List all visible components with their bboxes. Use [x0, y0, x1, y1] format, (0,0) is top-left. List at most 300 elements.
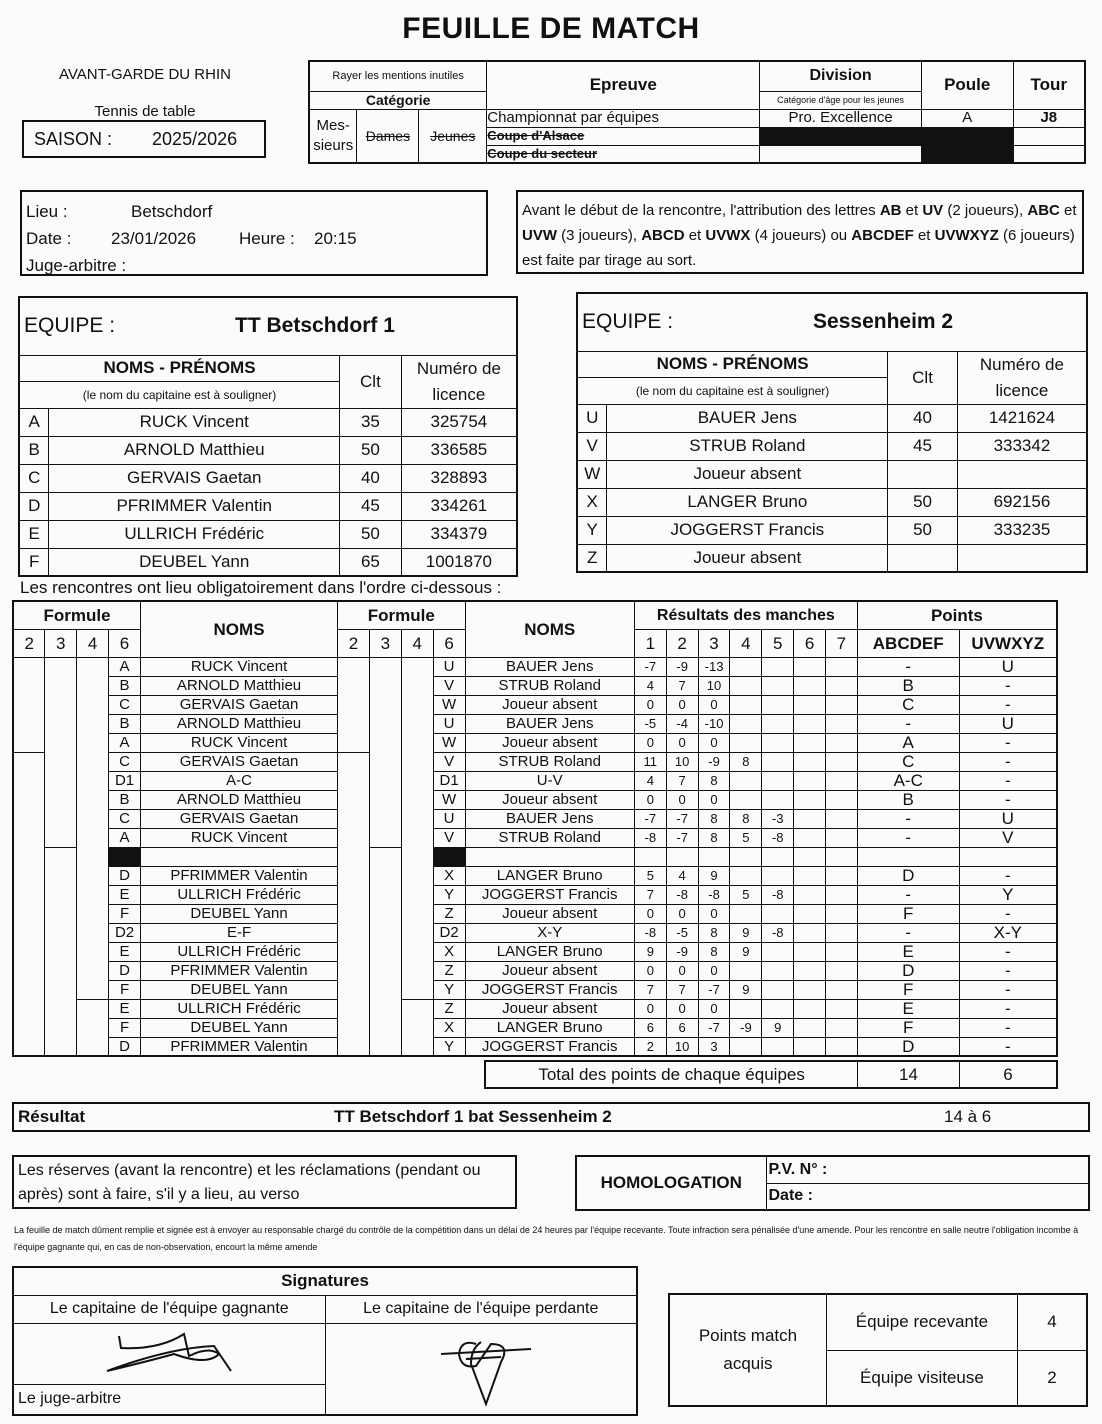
away-point: - — [959, 676, 1057, 695]
set-score — [794, 733, 826, 752]
match-row — [13, 1018, 1057, 1037]
away-player-name: JOGGERST Francis — [465, 885, 634, 904]
categorie-messieurs[interactable]: Mes-sieurs — [309, 109, 357, 163]
match-row — [13, 885, 1057, 904]
info-text: (4 joueurs) ou — [750, 227, 852, 244]
info-text: Avant le début de la rencontre, l'attribution des lettres — [522, 202, 880, 219]
home-player-name: ARNOLD Matthieu — [141, 714, 338, 733]
player-row — [19, 464, 517, 492]
set-score — [826, 866, 858, 885]
set-score: 0 — [666, 904, 698, 923]
home-letter: D2 — [109, 923, 141, 942]
poule-header: Poule — [921, 61, 1013, 109]
away-player-name — [465, 847, 634, 866]
home-player-name: GERVAIS Gaetan — [141, 809, 338, 828]
set-score: 10 — [698, 676, 730, 695]
away-player-name: STRUB Roland — [465, 752, 634, 771]
set-score: -7 — [634, 809, 666, 828]
player-licence: 325754 — [401, 408, 517, 436]
away-point: U — [959, 809, 1057, 828]
player-clt: 50 — [888, 488, 958, 516]
result-label: Résultat — [18, 1107, 86, 1126]
home-player-name: A-C — [141, 771, 338, 790]
player-name: JOGGERST Francis — [607, 516, 888, 544]
home-point: F — [857, 1018, 959, 1037]
home-player-name: RUCK Vincent — [141, 828, 338, 847]
set-score — [730, 999, 762, 1018]
categorie-jeunes[interactable]: Jeunes — [419, 109, 487, 163]
signatures-table — [12, 1266, 638, 1416]
set-score: 8 — [730, 809, 762, 828]
set-score: -9 — [666, 657, 698, 676]
match-row — [13, 999, 1057, 1018]
set-score — [794, 790, 826, 809]
manche-col-1: 1 — [634, 629, 666, 657]
pv-number-field[interactable]: P.V. N° : — [766, 1156, 1089, 1183]
away-point: X-Y — [959, 923, 1057, 942]
away-player-name: LANGER Bruno — [465, 1018, 634, 1037]
away-player-name: LANGER Bruno — [465, 866, 634, 885]
away-letter: Y — [433, 1037, 465, 1056]
home-player-name: GERVAIS Gaetan — [141, 695, 338, 714]
set-score — [762, 714, 794, 733]
away-player-name: BAUER Jens — [465, 714, 634, 733]
set-score: -9 — [698, 752, 730, 771]
home-point: - — [857, 809, 959, 828]
home-point: D — [857, 1037, 959, 1056]
page-title: FEUILLE DE MATCH — [402, 12, 700, 45]
away-point: U — [959, 714, 1057, 733]
info-text: (6 joueurs) est faite par tirage au sort. — [522, 227, 1075, 269]
home-letter: C — [109, 809, 141, 828]
set-score — [794, 752, 826, 771]
resultats-header: Résultats des manches — [634, 601, 857, 629]
set-score — [826, 999, 858, 1018]
away-point — [959, 847, 1057, 866]
set-score — [826, 790, 858, 809]
player-letter: E — [19, 520, 49, 548]
set-score — [730, 790, 762, 809]
match-row — [13, 866, 1057, 885]
set-score: -8 — [762, 828, 794, 847]
blacked-cell — [921, 127, 1013, 163]
player-name: STRUB Roland — [607, 432, 888, 460]
set-score — [826, 1037, 858, 1056]
player-clt: 50 — [888, 516, 958, 544]
set-score — [634, 847, 666, 866]
match-row — [13, 752, 1057, 771]
result-score: 14 à 6 — [944, 1107, 992, 1126]
home-player-name: GERVAIS Gaetan — [141, 752, 338, 771]
player-row — [577, 488, 1087, 516]
set-score: -8 — [634, 828, 666, 847]
player-letter: A — [19, 408, 49, 436]
away-letter: Z — [433, 904, 465, 923]
tour-value: J8 — [1013, 109, 1085, 127]
away-player-name: JOGGERST Francis — [465, 980, 634, 999]
player-licence: 1001870 — [401, 548, 517, 576]
home-player-name: DEUBEL Yann — [141, 1018, 338, 1037]
home-point: D — [857, 866, 959, 885]
home-letter: F — [109, 980, 141, 999]
epreuve-header: Epreuve — [487, 61, 760, 109]
club-name: AVANT-GARDE DU RHIN — [59, 66, 231, 83]
set-score: 10 — [666, 752, 698, 771]
set-score: -8 — [698, 885, 730, 904]
saison-box — [22, 120, 266, 158]
player-licence — [957, 544, 1087, 572]
player-row — [577, 544, 1087, 572]
heure-value: 20:15 — [314, 229, 357, 248]
points-match-table — [668, 1293, 1088, 1407]
winner-signature-field[interactable] — [13, 1323, 325, 1384]
set-score — [762, 847, 794, 866]
home-letter: D — [109, 1037, 141, 1056]
epreuve-coupe-secteur[interactable]: Coupe du secteur — [487, 145, 760, 163]
away-player-name: BAUER Jens — [465, 809, 634, 828]
home-letter: C — [109, 695, 141, 714]
home-point: - — [857, 714, 959, 733]
sport-label: Tennis de table — [94, 103, 196, 120]
empty-cell — [1013, 127, 1085, 145]
home-letter — [109, 847, 141, 866]
match-row — [13, 733, 1057, 752]
home-point: - — [857, 828, 959, 847]
set-score: 9 — [634, 942, 666, 961]
player-licence: 334261 — [401, 492, 517, 520]
away-letter: V — [433, 752, 465, 771]
player-letter: Y — [577, 516, 607, 544]
set-score: 7 — [634, 885, 666, 904]
set-score: 0 — [634, 790, 666, 809]
home-point: - — [857, 923, 959, 942]
match-row — [13, 980, 1057, 999]
home-team-points-value: 4 — [1017, 1294, 1087, 1350]
equipe-label: EQUIPE : — [582, 310, 674, 334]
set-score — [826, 828, 858, 847]
home-player-name — [141, 847, 338, 866]
away-player-name: Joueur absent — [465, 733, 634, 752]
set-score: 8 — [698, 771, 730, 790]
away-point: - — [959, 752, 1057, 771]
result-text: TT Betschdorf 1 bat Sessenheim 2 — [334, 1107, 612, 1126]
set-score — [730, 847, 762, 866]
referee-signature-label: Le juge-arbitre — [13, 1384, 325, 1415]
home-point: B — [857, 790, 959, 809]
manche-col-2: 2 — [666, 629, 698, 657]
home-team-header — [19, 297, 517, 355]
formule-col-3: 3 — [45, 629, 77, 657]
set-score — [794, 676, 826, 695]
away-player-name: Joueur absent — [465, 999, 634, 1018]
empty-cell — [1013, 145, 1085, 163]
set-score — [762, 1037, 794, 1056]
away-point: - — [959, 1037, 1057, 1056]
set-score: -3 — [762, 809, 794, 828]
player-row — [19, 520, 517, 548]
home-player-name: PFRIMMER Valentin — [141, 1037, 338, 1056]
loser-captain-label: Le capitaine de l'équipe perdante — [325, 1295, 637, 1323]
player-clt: 35 — [340, 408, 402, 436]
signatures-title: Signatures — [13, 1267, 637, 1295]
away-letter — [433, 847, 465, 866]
player-row — [577, 432, 1087, 460]
away-letter: X — [433, 1018, 465, 1037]
home-letter: E — [109, 942, 141, 961]
formule-col-4: 4 — [401, 629, 433, 657]
homologation-label: HOMOLOGATION — [576, 1156, 766, 1210]
reserves-note: Les réserves (avant la rencontre) et les réclamations (pendant ou après) sont à faire, s'il y a lieu, au verso — [12, 1155, 517, 1209]
set-score: 8 — [730, 752, 762, 771]
set-score — [826, 847, 858, 866]
lieu-label: Lieu : — [26, 202, 68, 221]
set-score — [794, 1037, 826, 1056]
home-letter: B — [109, 790, 141, 809]
away-player-name: STRUB Roland — [465, 676, 634, 695]
set-score: -8 — [762, 923, 794, 942]
total-home: 14 — [858, 1061, 960, 1088]
set-score — [794, 771, 826, 790]
categorie-dames[interactable]: Dames — [357, 109, 419, 163]
player-name: ULLRICH Frédéric — [49, 520, 340, 548]
categorie-header: Catégorie — [309, 91, 487, 109]
division-header: Division — [760, 61, 922, 91]
away-points-header: UVWXYZ — [959, 629, 1057, 657]
info-letters: UV — [922, 202, 944, 219]
set-score: 0 — [698, 904, 730, 923]
away-letter: X — [433, 866, 465, 885]
player-row — [19, 436, 517, 464]
set-score: 4 — [666, 866, 698, 885]
home-letter: D — [109, 866, 141, 885]
info-letters: AB — [879, 202, 902, 219]
player-letter: V — [577, 432, 607, 460]
player-row — [19, 492, 517, 520]
set-score: -5 — [666, 923, 698, 942]
info-text: (3 joueurs), — [557, 227, 642, 244]
manche-col-3: 3 — [698, 629, 730, 657]
lieu-value: Betschdorf — [131, 202, 213, 221]
player-letter: C — [19, 464, 49, 492]
player-name: Joueur absent — [607, 460, 888, 488]
home-letter: B — [109, 714, 141, 733]
info-text: et — [1059, 202, 1077, 219]
loser-signature-field[interactable] — [325, 1323, 637, 1415]
home-point: C — [857, 752, 959, 771]
info-letters: UVWXYZ — [934, 227, 999, 244]
home-point: A-C — [857, 771, 959, 790]
info-letters: ABCDEF — [851, 227, 914, 244]
set-score — [794, 1018, 826, 1037]
set-score: 7 — [666, 676, 698, 695]
set-score — [730, 733, 762, 752]
player-name: RUCK Vincent — [49, 408, 340, 436]
set-score — [762, 999, 794, 1018]
set-score — [794, 961, 826, 980]
set-score — [762, 771, 794, 790]
home-point: F — [857, 904, 959, 923]
home-player-name: DEUBEL Yann — [141, 904, 338, 923]
away-point: - — [959, 790, 1057, 809]
player-letter: U — [577, 404, 607, 432]
match-row — [13, 790, 1057, 809]
set-score: 9 — [730, 980, 762, 999]
away-point: - — [959, 980, 1057, 999]
noms-header: NOMS - PRÉNOMS — [577, 351, 888, 378]
total-table — [484, 1060, 1058, 1089]
away-team-points-value: 2 — [1017, 1350, 1087, 1406]
away-letter: U — [433, 809, 465, 828]
blacked-cell — [760, 127, 922, 145]
set-score — [794, 885, 826, 904]
away-team-header — [577, 293, 1087, 351]
set-score — [762, 980, 794, 999]
set-score: 8 — [698, 923, 730, 942]
player-licence: 336585 — [401, 436, 517, 464]
player-licence: 334379 — [401, 520, 517, 548]
epreuve-coupe-alsace[interactable]: Coupe d'Alsace — [487, 127, 760, 145]
formule-bracket — [77, 657, 109, 999]
away-player-name: Joueur absent — [465, 904, 634, 923]
set-score — [730, 1037, 762, 1056]
homologation-date-field[interactable]: Date : — [766, 1183, 1089, 1210]
match-row — [13, 809, 1057, 828]
set-score: 0 — [634, 695, 666, 714]
set-score: 9 — [730, 923, 762, 942]
player-clt: 45 — [888, 432, 958, 460]
set-score — [762, 961, 794, 980]
home-point: C — [857, 695, 959, 714]
set-score: 5 — [730, 885, 762, 904]
set-score: 0 — [666, 961, 698, 980]
saison-label: SAISON : — [34, 128, 113, 149]
away-letter: Z — [433, 999, 465, 1018]
home-player-name: PFRIMMER Valentin — [141, 961, 338, 980]
set-score: 8 — [698, 809, 730, 828]
set-score — [762, 752, 794, 771]
set-score — [762, 866, 794, 885]
player-clt: 40 — [340, 464, 402, 492]
set-score: 4 — [634, 771, 666, 790]
set-score — [826, 904, 858, 923]
away-player-name: Joueur absent — [465, 961, 634, 980]
set-score — [730, 961, 762, 980]
match-row — [13, 904, 1057, 923]
set-score: 8 — [698, 828, 730, 847]
epreuve-table — [308, 60, 1086, 164]
set-score: 9 — [698, 866, 730, 885]
home-letter: E — [109, 999, 141, 1018]
set-score: 5 — [730, 828, 762, 847]
home-player-name: E-F — [141, 923, 338, 942]
away-letter: W — [433, 695, 465, 714]
player-licence: 333342 — [957, 432, 1087, 460]
set-score: 3 — [698, 1037, 730, 1056]
tour-header: Tour — [1013, 61, 1085, 109]
player-name: PFRIMMER Valentin — [49, 492, 340, 520]
home-player-name: ARNOLD Matthieu — [141, 790, 338, 809]
set-score: -10 — [698, 714, 730, 733]
saison-value: 2025/2026 — [152, 128, 238, 149]
away-player-name: LANGER Bruno — [465, 942, 634, 961]
info-text: et — [913, 227, 935, 244]
set-score — [762, 942, 794, 961]
player-clt: 50 — [340, 520, 402, 548]
set-score — [762, 733, 794, 752]
home-team-table — [18, 296, 518, 577]
epreuve-championnat[interactable]: Championnat par équipes — [487, 109, 760, 127]
set-score — [666, 847, 698, 866]
player-clt — [888, 460, 958, 488]
set-score — [826, 923, 858, 942]
set-score: 5 — [634, 866, 666, 885]
set-score — [826, 657, 858, 676]
set-score — [730, 904, 762, 923]
home-team-points-label: Équipe recevante — [826, 1294, 1017, 1350]
home-player-name: RUCK Vincent — [141, 657, 338, 676]
winner-captain-label: Le capitaine de l'équipe gagnante — [13, 1295, 325, 1323]
set-score: -5 — [634, 714, 666, 733]
home-point: E — [857, 942, 959, 961]
away-letter: Y — [433, 885, 465, 904]
set-score: 6 — [634, 1018, 666, 1037]
set-score — [794, 714, 826, 733]
home-letter: C — [109, 752, 141, 771]
set-score — [794, 904, 826, 923]
formule-col-2: 2 — [338, 629, 370, 657]
home-letter: D1 — [109, 771, 141, 790]
set-score: -8 — [634, 923, 666, 942]
home-point: - — [857, 885, 959, 904]
manche-col-6: 6 — [794, 629, 826, 657]
set-score — [826, 771, 858, 790]
set-score — [794, 828, 826, 847]
away-point: U — [959, 657, 1057, 676]
player-licence: 1421624 — [957, 404, 1087, 432]
heure-label: Heure : — [239, 229, 295, 248]
away-point: V — [959, 828, 1057, 847]
home-letter: F — [109, 1018, 141, 1037]
licence-header: Numéro de licence — [401, 355, 517, 408]
noms-header-home: NOMS — [141, 601, 338, 657]
lieu-box — [20, 190, 488, 276]
set-score — [826, 961, 858, 980]
home-player-name: ULLRICH Frédéric — [141, 942, 338, 961]
home-point: F — [857, 980, 959, 999]
formule-col-6: 6 — [433, 629, 465, 657]
away-point: - — [959, 771, 1057, 790]
division-sub: Catégorie d'âge pour les jeunes — [760, 91, 922, 109]
away-letter: V — [433, 828, 465, 847]
home-point: E — [857, 999, 959, 1018]
set-score — [794, 980, 826, 999]
match-row — [13, 828, 1057, 847]
away-letter: U — [433, 714, 465, 733]
home-team-name: TT Betschdorf 1 — [235, 314, 395, 338]
player-row — [19, 408, 517, 436]
match-row — [13, 923, 1057, 942]
clt-header: Clt — [340, 355, 402, 408]
away-player-name: Joueur absent — [465, 695, 634, 714]
set-score: -13 — [698, 657, 730, 676]
away-point: - — [959, 961, 1057, 980]
separator-row — [13, 847, 1057, 866]
set-score — [794, 866, 826, 885]
formule-col-6: 6 — [109, 629, 141, 657]
home-player-name: ARNOLD Matthieu — [141, 676, 338, 695]
away-letter: Z — [433, 961, 465, 980]
home-letter: D — [109, 961, 141, 980]
